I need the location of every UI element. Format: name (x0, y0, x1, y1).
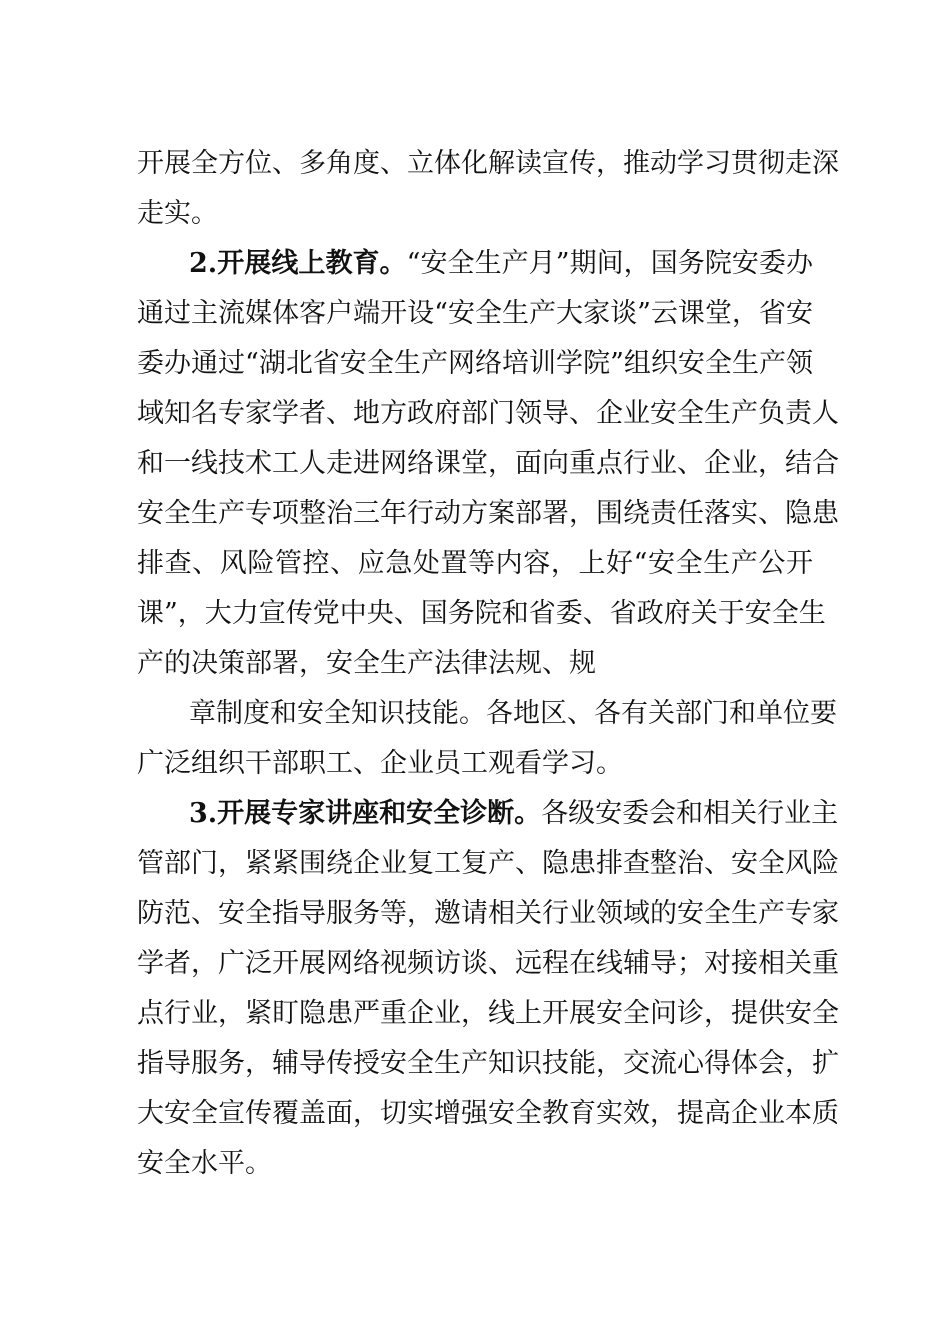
text-line: 和一线技术工人走进网络课堂，面向重点行业、企业，结合 (137, 448, 839, 479)
paragraph-2 (189, 238, 813, 290)
text-line: 排查、风险管控、应急处置等内容，上好“安全生产公开 (137, 548, 813, 579)
section-heading-3: 3.开展专家讲座和安全诊断。 (189, 798, 542, 829)
text-line: 委办通过“湖北省安全生产网络培训学院”组织安全生产领 (137, 348, 813, 379)
text-line: 产的决策部署，安全生产法律法规、规 (137, 648, 596, 679)
text-span: “安全生产月”期间，国务院安委办 (406, 248, 813, 279)
text-line: 安全水平。 (137, 1148, 272, 1179)
text-line: 课”，大力宣传党中央、国务院和省委、省政府关于安全生 (137, 598, 826, 629)
text-line: 域知名专家学者、地方政府部门领导、企业安全生产负责人 (137, 398, 839, 429)
text-line: 广泛组织干部职工、企业员工观看学习。 (137, 748, 623, 779)
text-line: 防范、安全指导服务等，邀请相关行业领域的安全生产专家 (137, 898, 839, 929)
text-line: 章制度和安全知识技能。各地区、各有关部门和单位要 (189, 698, 837, 729)
text-line: 指导服务，辅导传授安全生产知识技能，交流心得体会，扩 (137, 1048, 839, 1079)
text-line: 大安全宣传覆盖面，切实增强安全教育实效，提高企业本质 (137, 1098, 839, 1129)
text-span: 各级安委会和相关行业主 (541, 798, 839, 829)
text-line: 安全生产专项整治三年行动方案部署，围绕责任落实、隐患 (137, 498, 839, 529)
section-heading-2: 2.开展线上教育。 (189, 248, 407, 279)
text-line: 管部门，紧紧围绕企业复工复产、隐患排查整治、安全风险 (137, 848, 839, 879)
text-line: 通过主流媒体客户端开设“安全生产大家谈”云课堂，省安 (137, 298, 813, 329)
text-line: 学者，广泛开展网络视频访谈、远程在线辅导；对接相关重 (137, 948, 839, 979)
paragraph-3 (189, 788, 839, 840)
text-line: 开展全方位、多角度、立体化解读宣传，推动学习贯彻走深 (137, 148, 839, 179)
text-line: 走实。 (137, 198, 218, 229)
text-line: 点行业，紧盯隐患严重企业，线上开展安全问诊，提供安全 (137, 998, 839, 1029)
